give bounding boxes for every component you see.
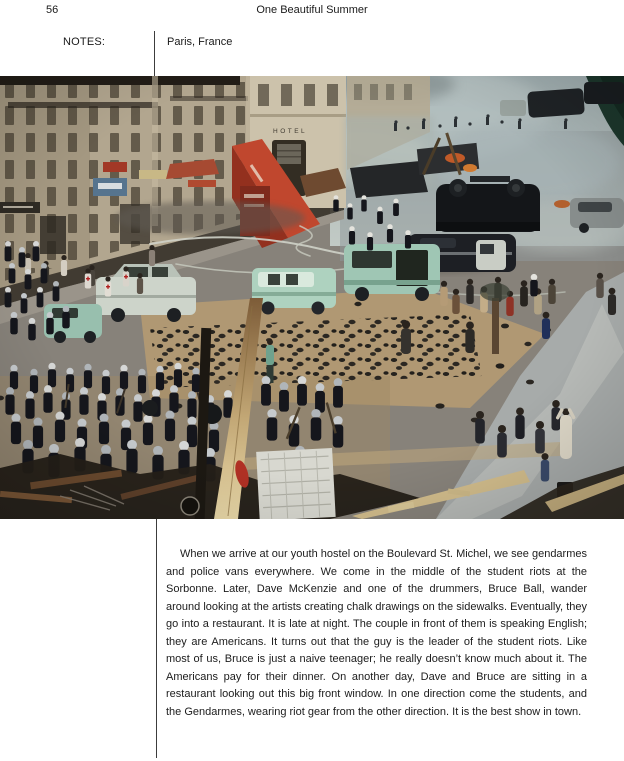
notes-label: NOTES: [63,36,106,48]
page-number: 56 [46,4,59,16]
riot-photo-illustration [0,76,624,519]
riot-photograph [0,76,624,519]
running-title: One Beautiful Summer [256,4,368,16]
notes-divider-rule [154,31,155,76]
text-divider-rule [156,519,157,758]
notes-value: Paris, France [167,36,233,48]
body-paragraph: When we arrive at our youth hostel on the Boulevard St. Michel, we see gendarmes and police vans everywhere. We come in the middle of the student riots at the Sorbonne. Later, Dave McKenzie and one of the drummers, Bruce Ball, wander around looking at the artists creating chalk drawings on the sidewalks. Eventually, they go into a restaurant. It is late at night. The couple in front of them is speaking English; they are Americans. It turns out that the guy is the leader of the student riots. Like most of us, Bruce is just a naive teenager; he really doesn’t know much about it. The Americans pay for their dinner. On another day, Dave and Bruce are sitting in a restaurant looking out this big front window. In one direction come the students, and the Gendarmes, wearing riot gear from the other direction. It is the best show in town. [166,548,587,718]
photo-vignette [0,76,624,519]
